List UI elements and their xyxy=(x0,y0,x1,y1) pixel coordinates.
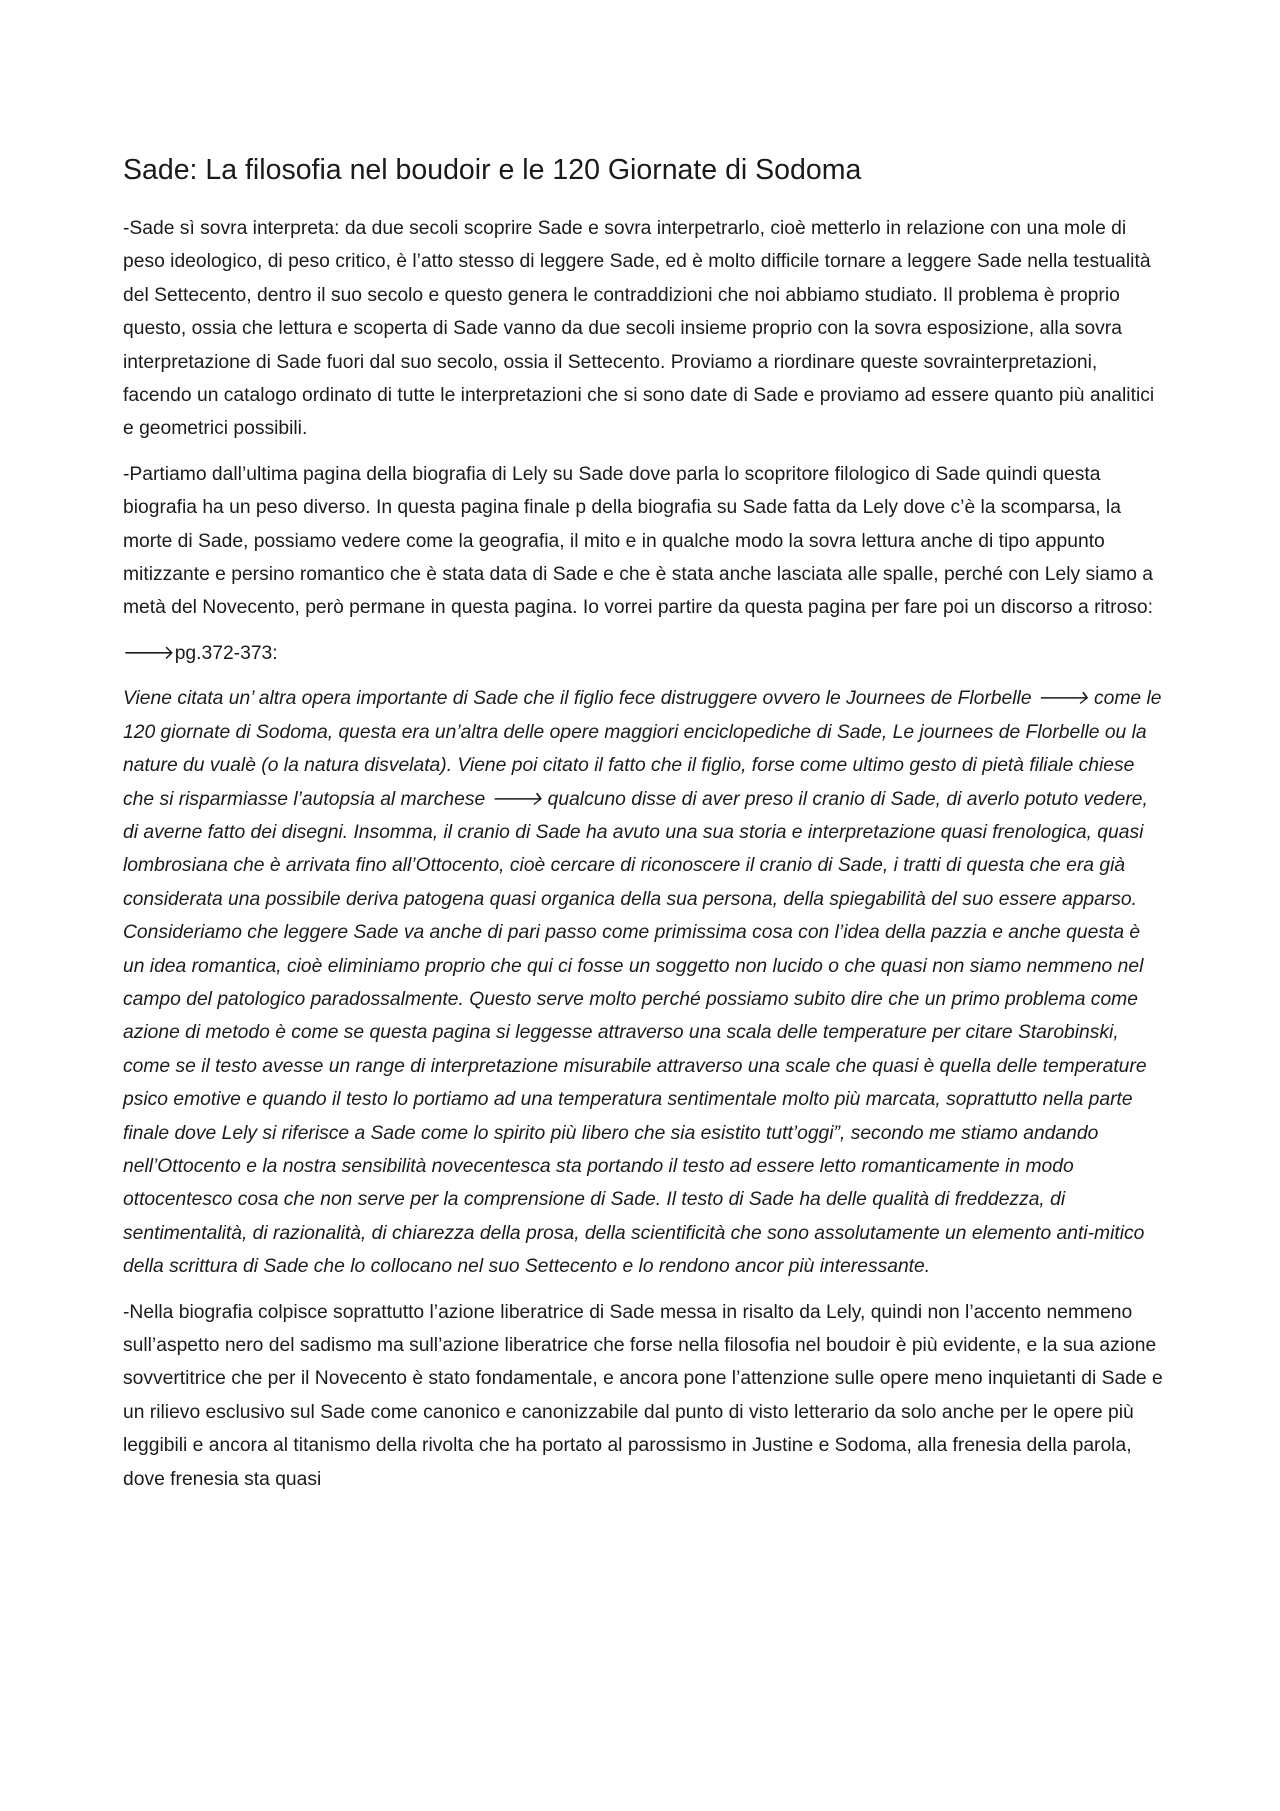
paragraph-italic-quote: Viene citata un’ altra opera importante di Sade che il figlio fece distruggere ovvero le Journees de Florbelle 🡒 come le 120 giornate di Sodoma, questa era un’altra delle opere maggiori enciclopediche di Sade, Le journees de Florbelle ou la nature du vualè (o la natura disvelata). Viene poi citato il fatto che il figlio, forse come ultimo gesto di pietà filiale chiese che si risparmiasse l’autopsia al marchese 🡒 qualcuno disse di aver preso il cranio di Sade, di averlo potuto vedere, di averne fatto dei disegni. Insomma, il cranio di Sade ha avuto una sua storia e interpretazione quasi frenologica, quasi lombrosiana che è arrivata fino all’Ottocento, cioè cercare di riconoscere il cranio di Sade, i tratti di questa che era già considerata una possibile deriva patogena quasi organica della sua persona, della spiegabilità del suo essere apparso. Consideriamo che leggere Sade va anche di pari passo come primissima cosa con l’idea della pazzia e anche questa è un idea romantica, cioè eliminiamo proprio che qui ci fosse un soggetto non lucido o che quasi non siamo nemmeno nel campo del patologico paradossalmente. Questo serve molto perché possiamo subito dire che un primo problema come azione di metodo è come se questa pagina si leggesse attraverso una scala delle temperature per citare Starobinski, come se il testo avesse un range di interpretazione misurabile attraverso una scale che quasi è quella delle temperature psico emotive e quando il testo lo portiamo ad una temperatura sentimentale molto più marcata, soprattutto nella parte finale dove Lely si riferisce a Sade come lo spirito più libero che sia esistito tutt’oggi”, secondo me stiamo andando nell’Ottocento e la nostra sensibilità novecentesca sta portando il testo ad essere letto romanticamente in modo ottocentesco cosa che non serve per la comprensione di Sade. Il testo di Sade ha delle qualità di freddezza, di sentimentalità, di razionalità, di chiarezza della prosa, della scientificità che sono assolutamente un elemento anti-mitico della scrittura di Sade che lo collocano nel suo Settecento e lo rendono ancor più interessante. xyxy=(123,688,1162,1278)
paragraph-overinterpretation: -Sade sì sovra interpreta: da due secoli scoprire Sade e sovra interpetrarlo, cioè metterlo in relazione con una mole di peso ideologico, di peso critico, è l’atto stesso di leggere Sade, ed è molto difficile tornare a leggere Sade nella testualità del Settecento, dentro il suo secolo e questo genera le contraddizioni che noi abbiamo studiato. Il problema è proprio questo, ossia che lettura e scoperta di Sade vanno da due secoli insieme proprio con la sovra esposizione, alla sovra interpretazione di Sade fuori dal suo secolo, ossia il Settecento. Proviamo a riordinare queste sovrainterpretazioni, facendo un catalogo ordinato di tutte le interpretazioni che si sono date di Sade e proviamo ad essere quanto più analitici e geometrici possibili. xyxy=(123,218,1155,440)
paragraph-liberating-action: -Nella biografia colpisce soprattutto l’azione liberatrice di Sade messa in risalto da Lely, quindi non l’accento nemmeno sull’aspetto nero del sadismo ma sull’azione liberatrice che forse nella filosofia nel boudoir è più evidente, e la sua azione sovvertitrice che per il Novecento è stato fondamentale, e ancora pone l’attenzione sulle opere meno inquietanti di Sade e un rilievo esclusivo sul Sade come canonico e canonizzabile dal punto di visto letterario da solo anche per le opere più leggibili e ancora al titanismo della rivolta che ha portato al parossismo in Justine e Sodoma, alla frenesia della parola, dove frenesia sta quasi xyxy=(123,1301,1163,1490)
document-body xyxy=(123,150,1163,1508)
page-title: Sade: La filosofia nel boudoir e le 120 Giornate di Sodoma xyxy=(123,154,862,186)
paragraph-lely-biography: -Partiamo dall’ultima pagina della biografia di Lely su Sade dove parla lo scopritore filologico di Sade quindi questa biografia ha un peso diverso. In questa pagina finale p della biografia su Sade fatta da Lely dove c’è la scomparsa, la morte di Sade, possiamo vedere come la geografia, il mito e in qualche modo la sovra lettura anche di tipo appunto mitizzante e persino romantico che è stata data di Sade e che è stata anche lasciata alle spalle, perché con Lely siamo a metà del Novecento, però permane in questa pagina. Io vorrei partire da questa pagina per fare poi un discorso a ritroso: xyxy=(123,463,1154,619)
page-reference: 🡒pg.372-373: xyxy=(123,642,278,664)
